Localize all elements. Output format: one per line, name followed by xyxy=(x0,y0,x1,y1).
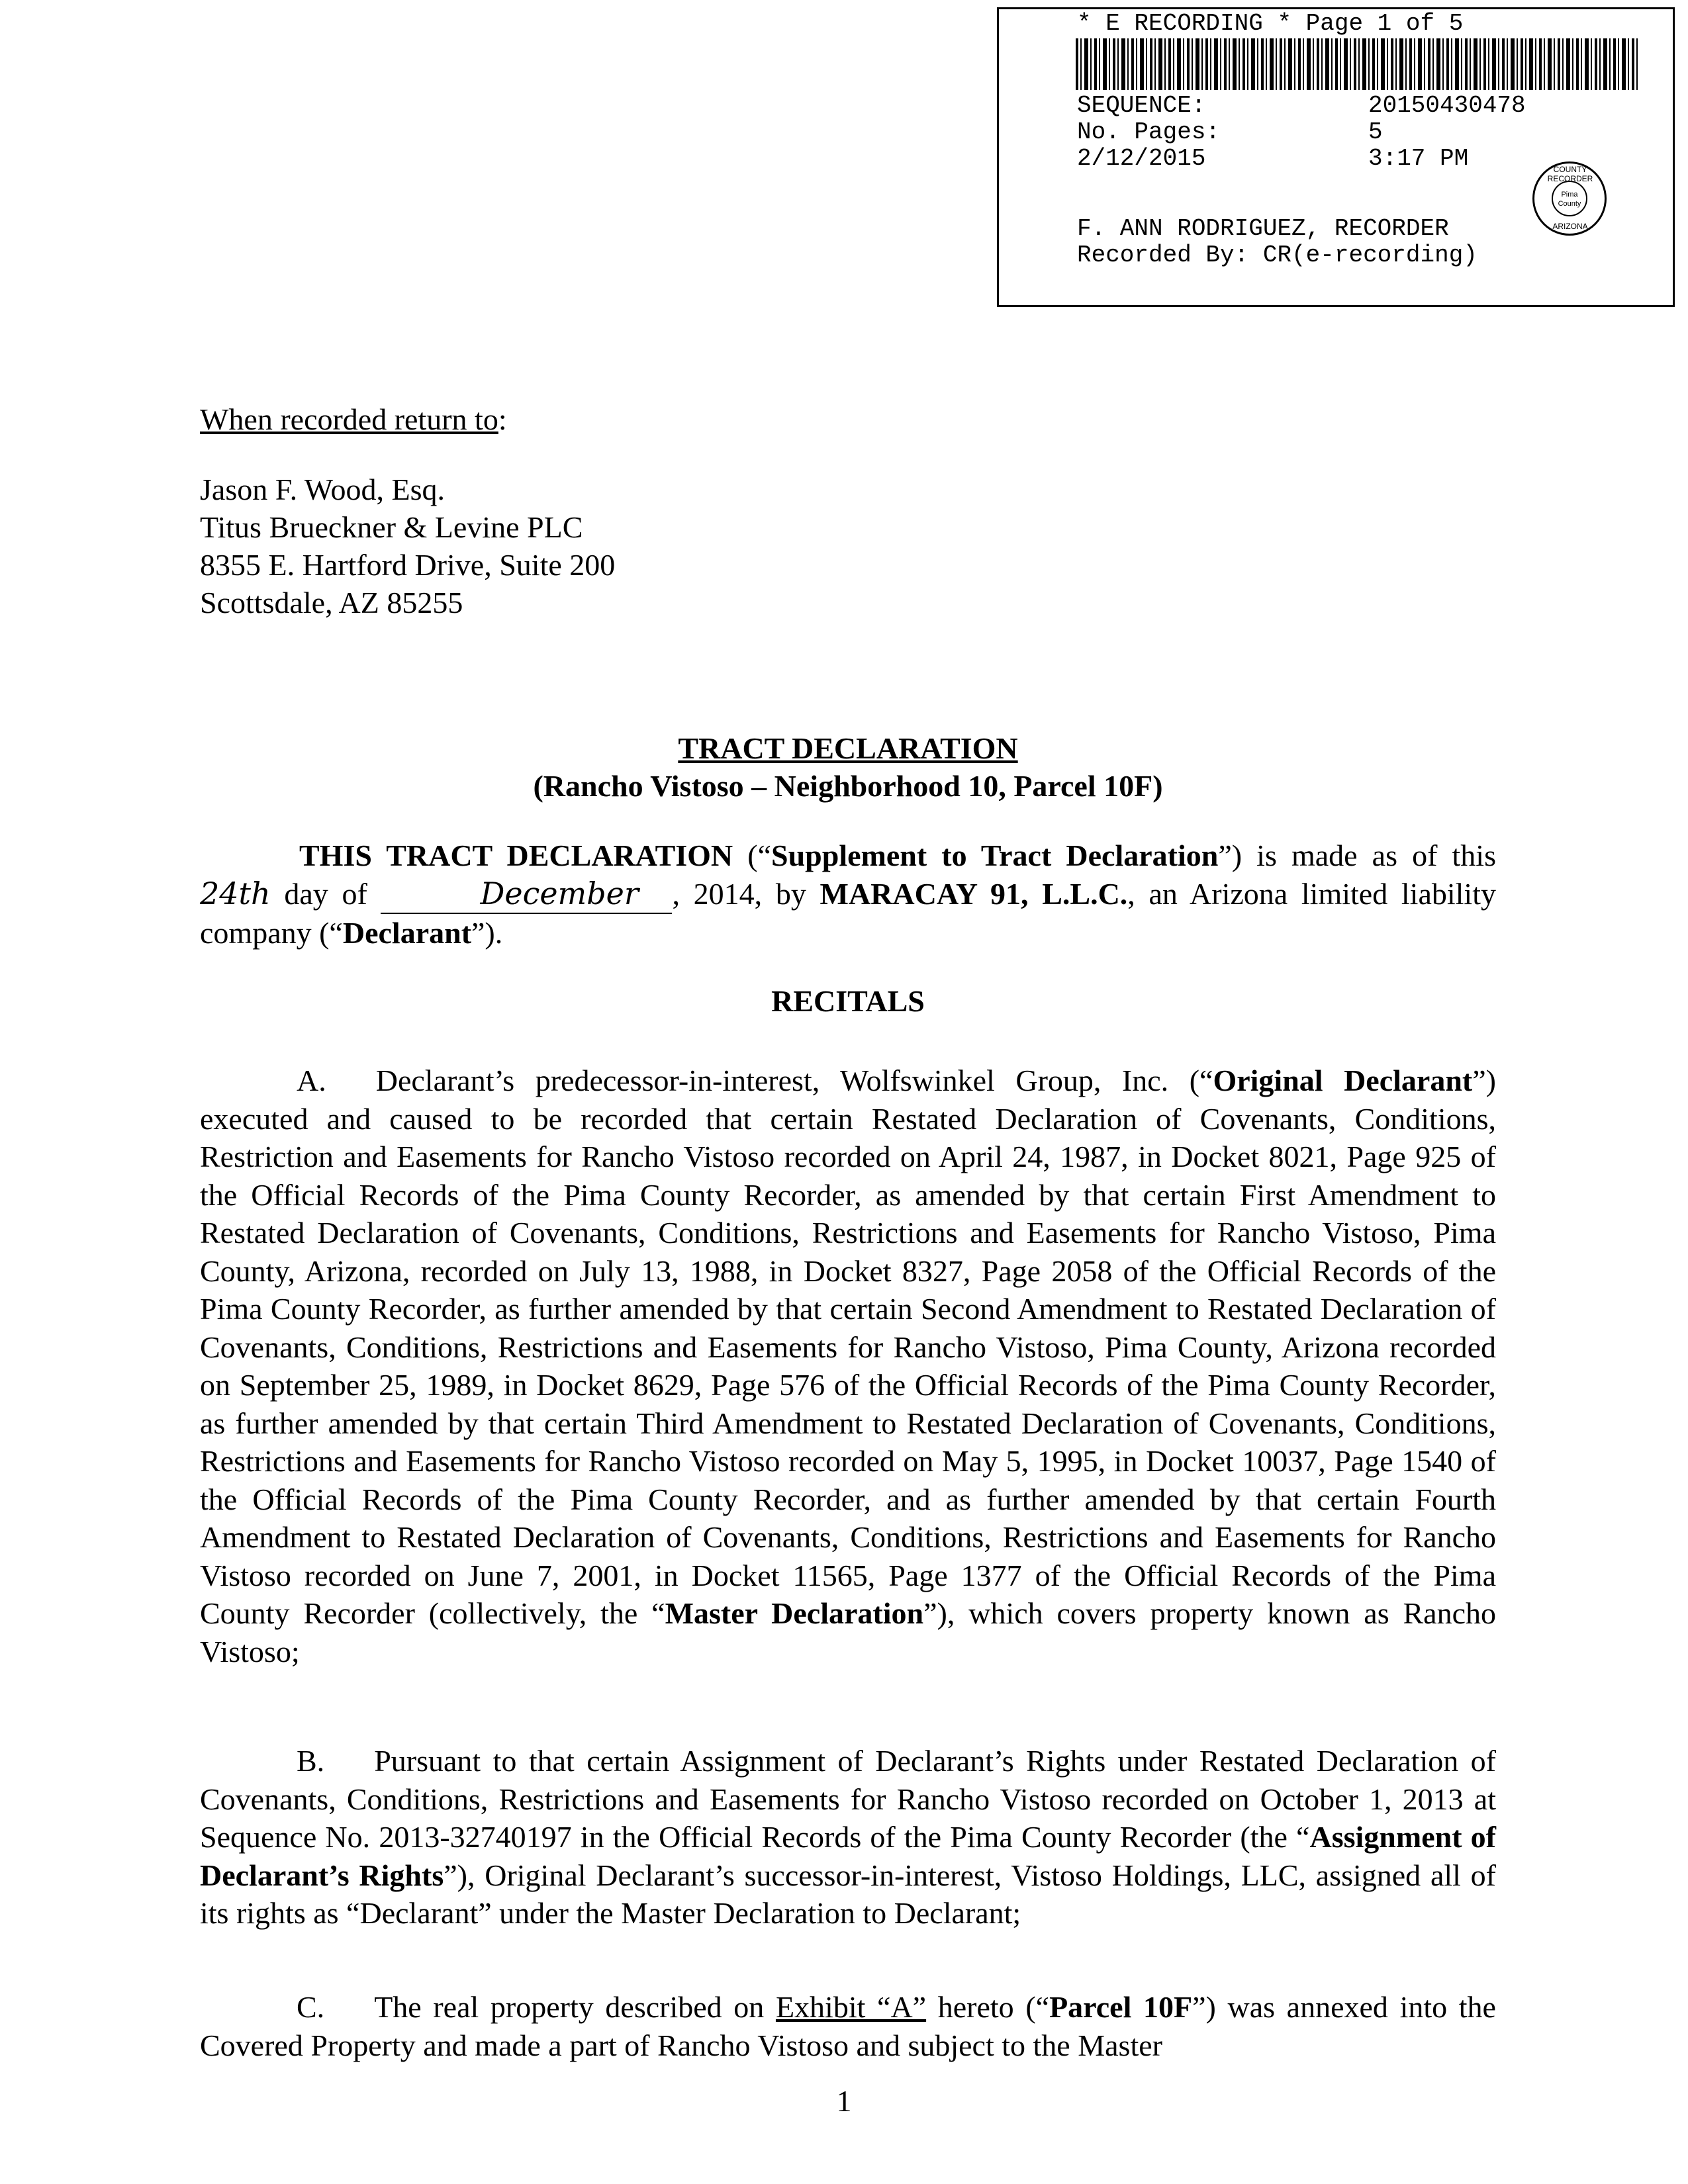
pages-value: 5 xyxy=(1368,118,1383,146)
recorder-name: F. ANN RODRIGUEZ, RECORDER xyxy=(1077,215,1449,242)
return-to-line: 8355 E. Hartford Drive, Suite 200 xyxy=(200,548,616,582)
pages-label: No. Pages: xyxy=(1077,118,1221,146)
document-title: TRACT DECLARATION xyxy=(678,731,1018,765)
return-to-line: Scottsdale, AZ 85255 xyxy=(200,586,463,619)
sequence-label: SEQUENCE: xyxy=(1077,92,1206,119)
page-number: 1 xyxy=(836,2084,852,2118)
recording-stamp xyxy=(997,7,1675,307)
return-to-line: Jason F. Wood, Esq. xyxy=(200,473,445,506)
recital-c: C. The real property described on Exhibit “A” hereto (“Parcel 10F”) was annexed into the Covered Property and made a part of Rancho Vistoso and subject to the Master xyxy=(200,1990,1496,2062)
recital-b: B. Pursuant to that certain Assignment of Declarant’s Rights under Restated Declaration of Covenants, Conditions, Restrictions and Easements for Rancho Vistoso recorded on October 1, 2013 at Sequence No. 2013-32740197 in the Official Records of the Pima County Recorder (the “Assignment of Declarant’s Rights”), Original Declarant’s successor-in-interest, Vistoso Holdings, LLC, assigned all of its rights as “Declarant” under the Master Declaration to Declarant; xyxy=(200,1744,1497,1930)
stamp-header: * E RECORDING * Page 1 of 5 xyxy=(1077,10,1464,37)
handwritten-month: December xyxy=(381,875,672,915)
recitals-heading: RECITALS xyxy=(771,984,925,1018)
recorded-date: 2/12/2015 xyxy=(1077,145,1206,172)
recital-a: A. Declarant’s predecessor-in-interest, Wolfswinkel Group, Inc. (“Original Declarant”) executed and caused to be recorded that certain Restated Declaration of Covenants, Conditions, Restriction and Easements for Rancho Vistoso recorded on April 24, 1987, in Docket 8021, Page 925 of the Official Records of the Pima County Recorder, as amended by that certain First Amendment to Restated Declaration of Covenants, Conditions, Restrictions and Easements for Rancho Vistoso, Pima County, Arizona, recorded on July 13, 1988, in Docket 8327, Page 2058 of the Official Records of the Pima County Recorder, as further amended by that certain Second Amendment to Restated Declaration of Covenants, Conditions, Restrictions and Easements for Rancho Vistoso, Pima County, Arizona recorded on September 25, 1989, in Docket 8629, Page 576 of the Official Records of the Pima County Recorder, as further amended by that certain Third Amendment to Restated Declaration of Covenants, Conditions, Restrictions and Easements for Rancho Vistoso recorded on May 5, 1995, in Docket 10037, Page 1540 of the Official Records of the Pima County Recorder, and as further amended by that certain Fourth Amendment to Restated Declaration of Covenants, Conditions, Restrictions and Easements for Rancho Vistoso recorded on June 7, 2001, in Docket 11565, Page 1377 of the Official Records of the Pima County Recorder (collectively, the “Master Declaration”), which covers property known as Rancho Vistoso; xyxy=(200,1064,1497,1668)
return-to-label: When recorded return to: xyxy=(200,402,507,436)
seal-center-text: Pima County xyxy=(1552,181,1587,216)
return-to-line: Titus Brueckner & Levine PLC xyxy=(200,510,583,544)
intro-paragraph: THIS TRACT DECLARATION (“Supplement to Tract Declaration”) is made as of this 24th day of December , 2014, by MARACAY 91, L.L.C., an Arizona limited liability company (“Declarant”). xyxy=(200,839,1496,950)
recorded-time: 3:17 PM xyxy=(1368,145,1469,172)
recorded-by: Recorded By: CR(e-recording) xyxy=(1077,242,1477,269)
seal-top-text: COUNTY RECORDER xyxy=(1547,165,1593,183)
county-seal xyxy=(1532,161,1607,236)
handwritten-day: 24th xyxy=(200,875,271,911)
seal-bottom-text: ARIZONA xyxy=(1552,222,1588,231)
sequence-value: 20150430478 xyxy=(1368,92,1526,119)
document-subtitle: (Rancho Vistoso – Neighborhood 10, Parcel 10F) xyxy=(533,769,1163,803)
barcode xyxy=(1076,38,1638,90)
